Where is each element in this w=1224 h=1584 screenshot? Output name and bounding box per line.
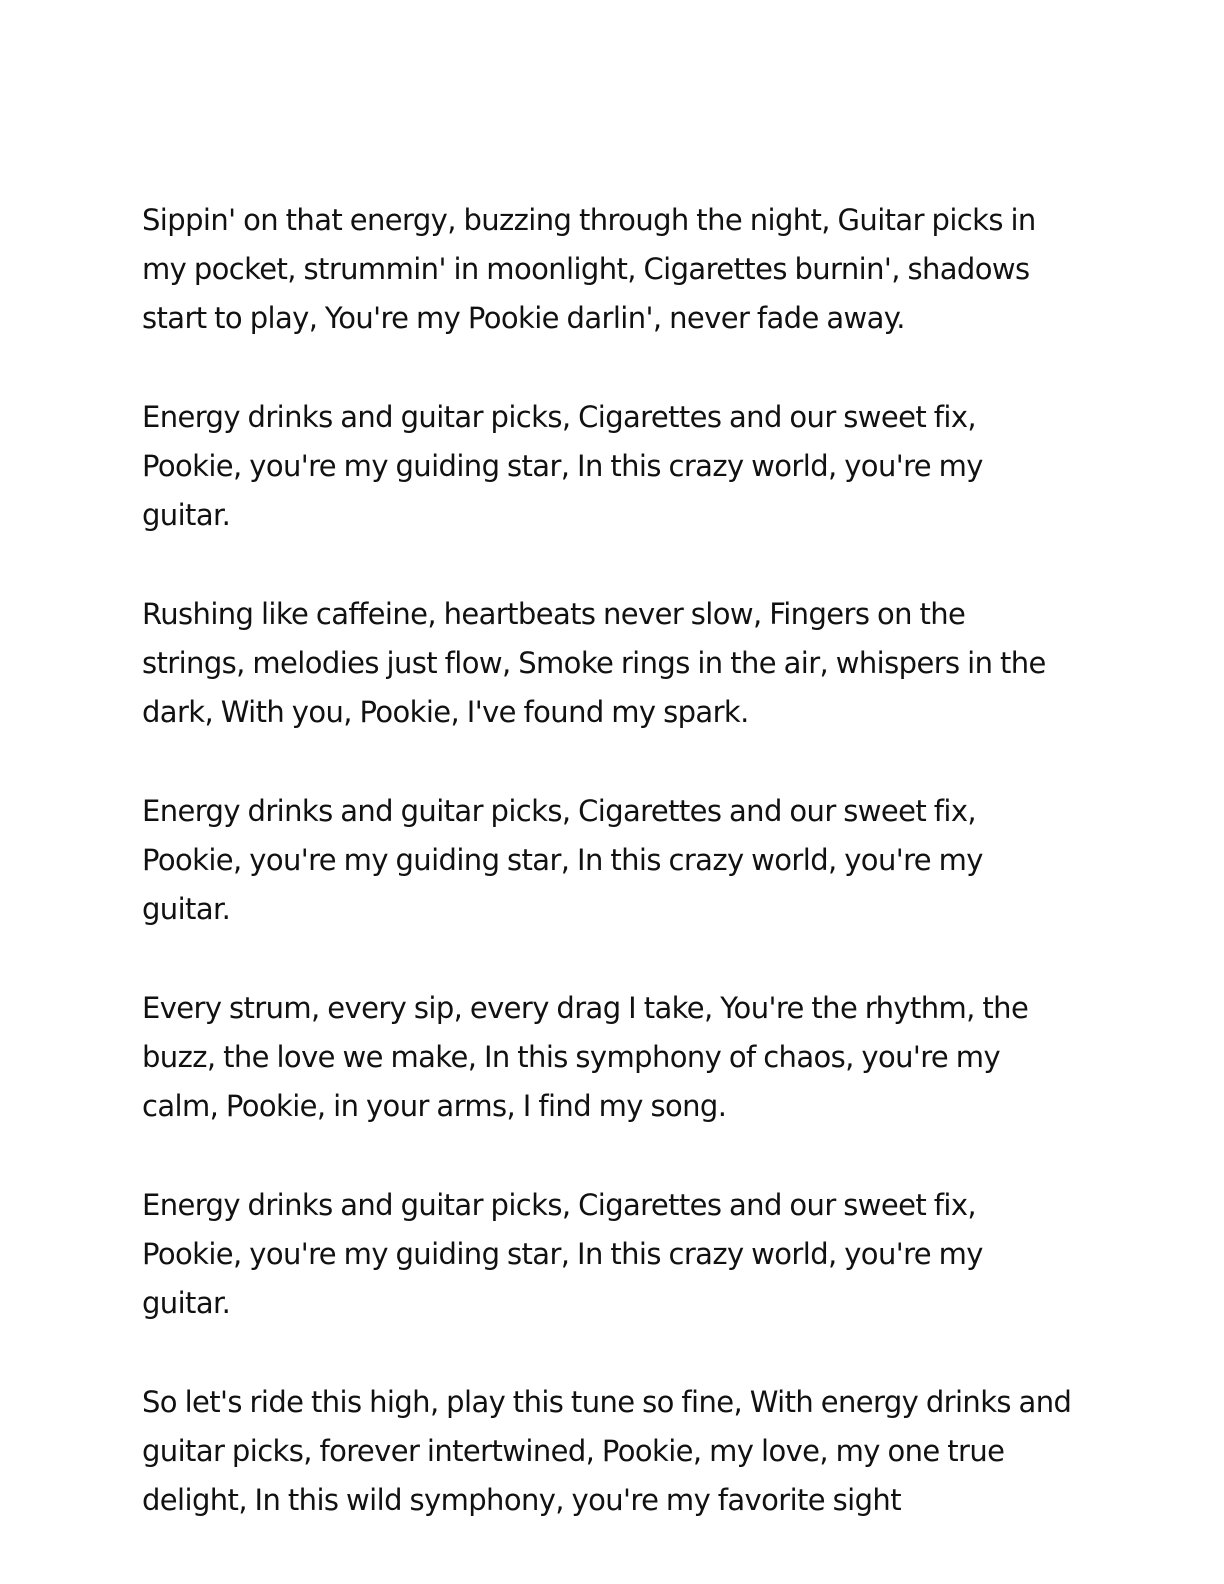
stanza-outro: So let's ride this high, play this tune so fine, With energy drinks and guitar picks, forever intertwined, Pookie, my love, my one true delight, In this wild symphony, you're my favorite sight: [142, 1385, 1072, 1517]
stanza-verse-3: Every strum, every sip, every drag I take, You're the rhythm, the buzz, the love we make, In this symphony of chaos, you're my calm, Pookie, in your arms, I find my song.: [142, 991, 1029, 1123]
stanza-chorus-2: Energy drinks and guitar picks, Cigarettes and our sweet fix, Pookie, you're my guiding star, In this crazy world, you're my guitar.: [142, 794, 983, 926]
stanza-verse-2: Rushing like caffeine, heartbeats never slow, Fingers on the strings, melodies just flow, Smoke rings in the air, whispers in the dark, With you, Pookie, I've found my spark.: [142, 597, 1046, 729]
lyrics-body: [142, 196, 1072, 1525]
stanza-chorus-1: Energy drinks and guitar picks, Cigarettes and our sweet fix, Pookie, you're my guiding star, In this crazy world, you're my guitar.: [142, 400, 983, 532]
stanza-verse-1: Sippin' on that energy, buzzing through the night, Guitar picks in my pocket, strummin' in moonlight, Cigarettes burnin', shadows start to play, You're my Pookie darlin', never fade away.: [142, 203, 1036, 335]
stanza-chorus-3: Energy drinks and guitar picks, Cigarettes and our sweet fix, Pookie, you're my guiding star, In this crazy world, you're my guitar.: [142, 1188, 983, 1320]
